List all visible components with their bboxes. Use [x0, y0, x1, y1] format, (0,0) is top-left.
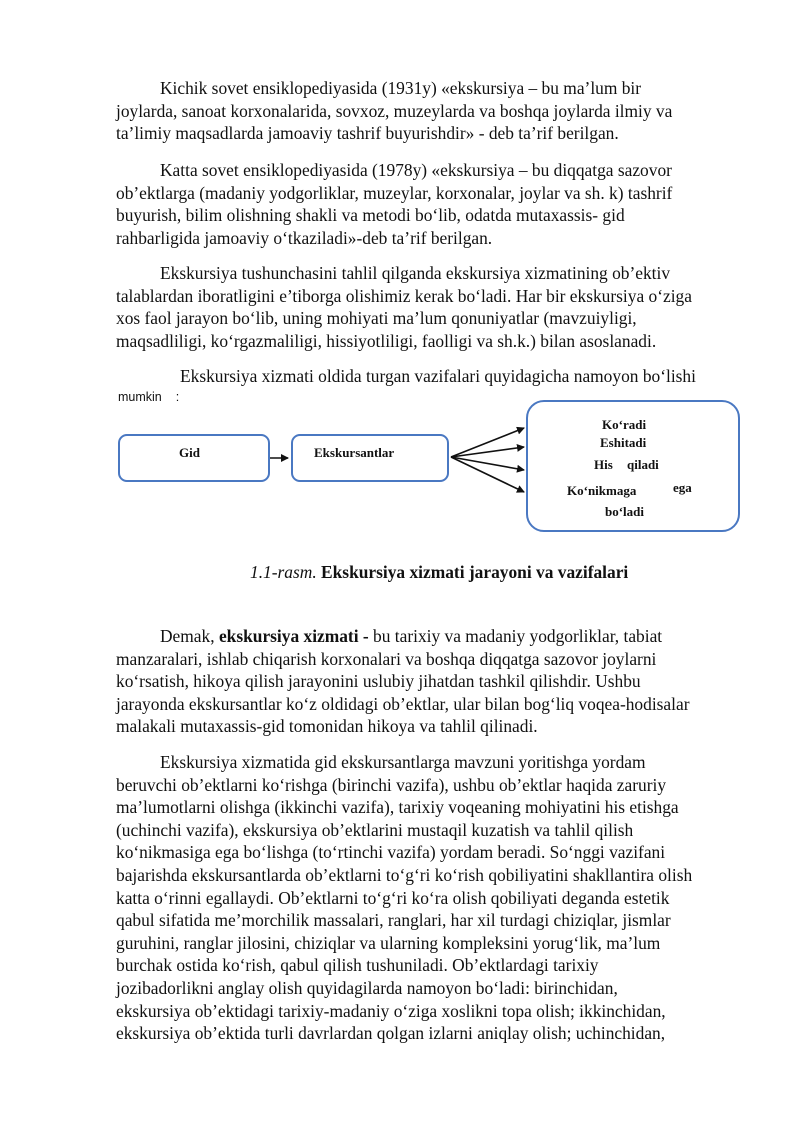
intro-colon: : [175, 390, 180, 404]
text-line: ko‘rsatish, hikoya qilish jarayonini uslubiy jihatdan tashkil qilishdir. Ushbu [116, 671, 641, 692]
text-line: Ekskursiya xizmatida gid ekskursantlarga mavzuni yoritishga yordam [160, 752, 646, 772]
definition-text: bu tarixiy va madaniy yodgorliklar, tabiat [373, 626, 663, 646]
text-line: Katta sovet ensiklopediyasida (1978y) «ekskursiya – bu diqqatga sazovor [160, 160, 672, 180]
figure-number: 1.1-rasm. [250, 562, 317, 582]
text-line: xos faol jarayon bo‘lib, uning mohiyati ma’lum qonuniyatlar (mavzuiyligi, [116, 308, 637, 329]
text-line: ko‘nikmasiga ega bo‘lishga (to‘rtinchi vazifa) yordam beradi. So‘nggi vazifani [116, 842, 666, 863]
result-koradi: Ko‘radi [602, 417, 647, 432]
result-qiladi: qiladi [627, 457, 659, 472]
text-line: malakali mutaxassis-gid tomonidan hikoya va tahlil qilinadi. [116, 716, 538, 737]
text-line: jozibadorlikni anglay olish quyidagilarda namoyon bo‘ladi: birinchidan, [116, 977, 618, 998]
result-konikmaga: Ko‘nikmaga [567, 483, 637, 498]
text-line: (uchinchi vazifa), ekskursiya ob’ektlarini mustaqil kuzatish va tahlil qilish [116, 819, 634, 840]
text-line: qabul sifatida me’morchilik massalari, ranglari, har xil turdagi chiziqlar, jismlar [116, 910, 671, 931]
text-line: maqsadliligi, ko‘rgazmaliligi, hissiyotliligi, faolligi va sh.k.) bilan asoslanadi. [116, 330, 657, 351]
text-line: jarayonda ekskursantlar ko‘z oldidagi ob’ektlar, ular bilan bog‘liq voqea-hodisalar [116, 693, 690, 714]
result-ega: ega [673, 480, 692, 495]
text-line: beruvchi ob’ektlarni ko‘rishga (birinchi vazifa), ushbu ob’ektlar haqida zaruriy [116, 774, 667, 795]
text-line: burchak ostida ko‘rish, qabul qilish tushuniladi. Ob’ektlardagi tarixiy [116, 955, 599, 976]
diagram-intro-line: Ekskursiya xizmati oldida turgan vazifalari quyidagicha namoyon bo‘lishi [180, 366, 696, 386]
paragraph-4 [116, 625, 740, 738]
figure-caption [250, 562, 628, 583]
text-line: ekskursiya ob’ektida turli davrlardan qolgan izlarni aniqlay olish; uchinchidan, [116, 1023, 666, 1044]
result-eshitadi: Eshitadi [600, 435, 647, 450]
text-line: guruhini, ranglar jilosini, chiziqlar va ularning kompleksini yorug‘lik, ma’lum [116, 932, 661, 953]
text-line: bajarishda ekskursantlarda ob’ektlarni to‘g‘ri ko‘rish qobiliyatini shakllantira olish [116, 864, 693, 885]
text-line: talablardan iboratligini e’tiborga olishimiz kerak bo‘ladi. Har bir ekskursiya o‘ziga [116, 285, 692, 306]
text-line: ob’ektlarga (madaniy yodgorliklar, muzeylar, korxonalar, joylar va sh. k) tashrif [116, 182, 673, 203]
text-line: joylarda, sanoat korxonalarida, sovxoz, muzeylarda va boshqa joylarda ilmiy va [116, 100, 673, 121]
defined-term: ekskursiya xizmati - [218, 626, 369, 646]
process-diagram [0, 0, 800, 560]
arrow-to-konikmaga [451, 457, 524, 492]
text-line: ekskursiya ob’ektidagi tarixiy-madaniy o‘ziga xoslikni topa olish; ikkinchidan, [116, 1000, 666, 1021]
diagram-arrows [0, 0, 800, 560]
figure-title: Ekskursiya xizmati jarayoni va vazifalari [321, 562, 629, 582]
text-line: ma’lumotlarni olishga (ikkinchi vazifa), tarixiy voqeaning mohiyatini his etishga [116, 797, 679, 818]
text-line: ta’limiy maqsadlarda jamoaviy tashrif buyurishdir» - deb ta’rif berilgan. [116, 123, 619, 144]
text-line: rahbarligida jamoaviy o‘tkaziladi»-deb ta’rif berilgan. [116, 227, 493, 248]
arrow-to-his-qiladi [451, 457, 524, 470]
text-line: Kichik sovet ensiklopediyasida (1931y) «ekskursiya – bu ma’lum bir [160, 78, 642, 98]
result-boladi: bo‘ladi [605, 504, 645, 519]
text-line [116, 625, 740, 648]
gid-label: Gid [179, 445, 200, 460]
ekskursantlar-label: Ekskursantlar [314, 445, 395, 460]
text-line: buyurish, bilim olishning shakli va metodi bo‘lib, odatda mutaxassis- gid [116, 205, 625, 226]
text-line: Ekskursiya tushunchasini tahlil qilganda ekskursiya xizmatining ob’ektiv [160, 263, 671, 283]
paragraph-5 [116, 751, 740, 1045]
text-line: katta o‘rinni egallaydi. Ob’ektlarni to‘g‘ri ko‘ra olish qobiliyati deganda estetik [116, 887, 670, 908]
result-his: His [594, 457, 613, 472]
text-line: manzaralari, ishlab chiqarish korxonalari va boshqa diqqatga sazovor joylarni [116, 648, 657, 669]
definition-prefix: Demak, [160, 626, 215, 646]
intro-word: mumkin [118, 390, 162, 404]
